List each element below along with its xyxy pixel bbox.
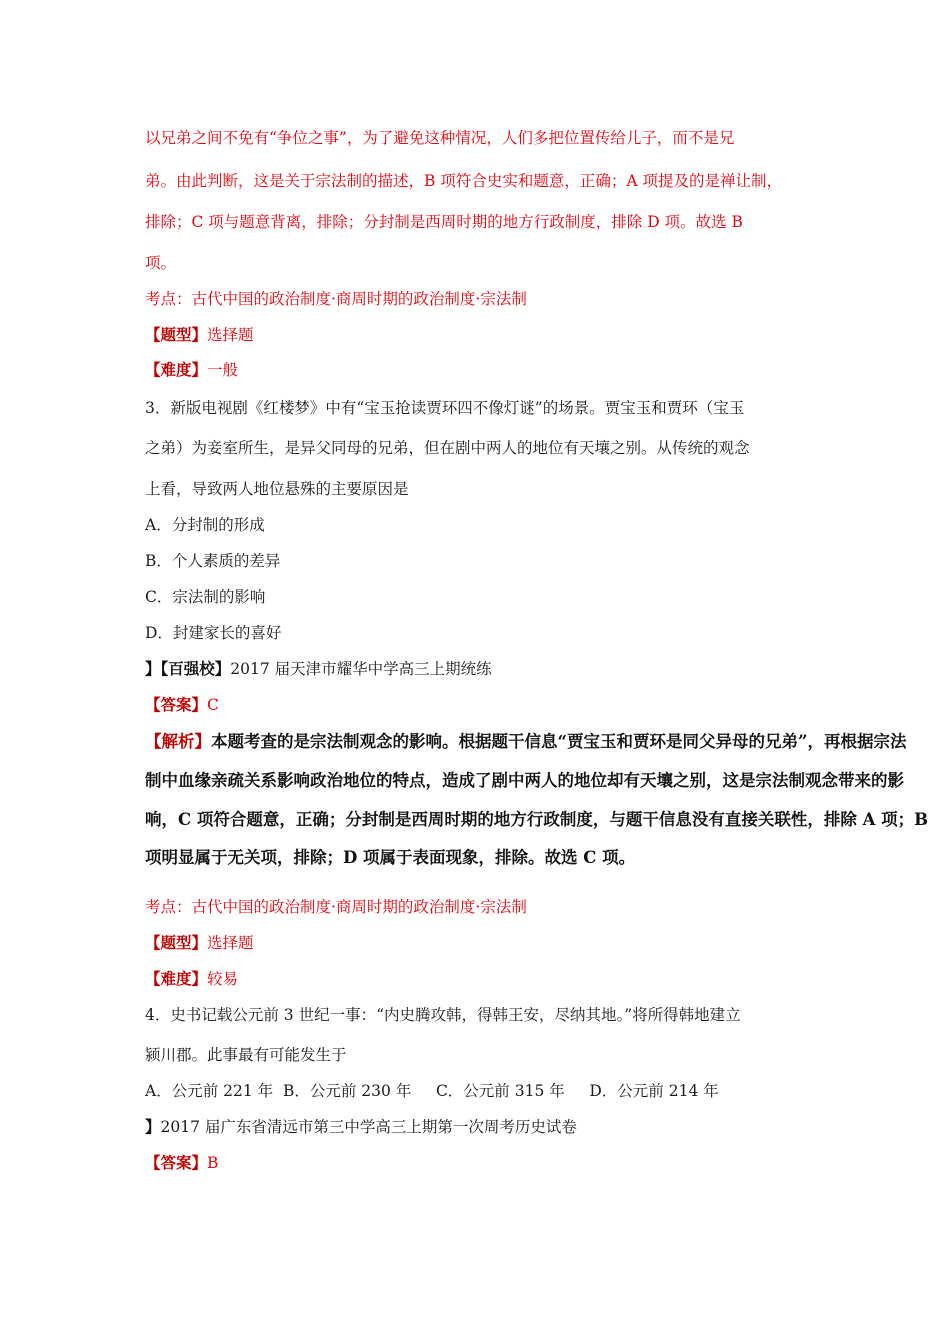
source-text: 2017 届天津市耀华中学高三上期统练 [230,660,492,678]
answer-value: B [207,1154,219,1172]
question3-option-a: A．分封制的形成 [145,516,265,534]
analysis-text-1: 本题考查的是宗法制观念的影响。根据题干信息“贾宝玉和贾环是同父异母的兄弟”，再根据宗法 [211,732,907,751]
question3-answer [145,693,219,715]
question3-analysis-line-1 [145,728,906,752]
type-value: 选择题 [207,934,254,952]
explanation-q2-line-2: 弟。由此判断，这是关于宗法制的描述，B 项符合史实和题意，正确；A 项提及的是禅让制， [145,172,782,190]
question4-source [145,1115,577,1137]
source-text: 2017 届广东省清远市第三中学高三上期第一次周考历史试卷 [160,1118,577,1136]
explanation-q2-line-1: 以兄弟之间不免有“争位之事”，为了避免这种情况，人们多把位置传给儿子，而不是兄 [145,129,735,147]
type-label: 【题型】 [145,933,208,952]
question3-stem-line-2: 之弟）为妾室所生，是异父同母的兄弟，但在剧中两人的地位有天壤之别。从传统的观念 [145,439,750,457]
explanation-q2-line-4: 项。 [145,254,177,272]
difficulty-value: 较易 [207,970,239,988]
question3-analysis-line-3: 响，C 项符合题意，正确；分封制是西周时期的地方行政制度，与题干信息没有直接关联性，排除 A 项；B [145,810,929,829]
answer-label: 【答案】 [145,695,208,714]
question4-options: A．公元前 221 年 B．公元前 230 年 C．公元前 315 年 D．公元前 214 年 [145,1082,719,1100]
question4-stem-line-2: 颍川郡。此事最有可能发生于 [145,1046,347,1064]
source-bracket: 】 [145,1117,161,1136]
question-type-q2 [145,323,254,345]
question3-source [145,657,492,679]
answer-value: C [207,696,219,714]
kaodian-q3: 考点：古代中国的政治制度·商周时期的政治制度·宗法制 [145,898,527,916]
analysis-label: 【解析】 [145,732,211,751]
question3-option-b: B．个人素质的差异 [145,552,281,570]
question3-option-d: D．封建家长的喜好 [145,624,282,642]
answer-label: 【答案】 [145,1153,208,1172]
question3-stem-line-1: 3．新版电视剧《红楼梦》中有“宝玉抢读贾环四不像灯谜”的场景。贾宝玉和贾环（宝玉 [145,399,745,417]
difficulty-q2 [145,358,238,380]
source-bracket: 】【百强校】 [145,659,231,678]
question3-analysis-line-2: 制中血缘亲疏关系影响政治地位的特点，造成了剧中两人的地位却有天壤之别，这是宗法制观念带来的影 [145,771,904,790]
difficulty-value: 一般 [207,361,239,379]
explanation-q2-line-3: 排除；C 项与题意背离，排除；分封制是西周时期的地方行政制度，排除 D 项。故选 B [145,213,743,231]
question4-answer [145,1151,218,1173]
question3-analysis-line-4: 项明显属于无关项，排除；D 项属于表面现象，排除。故选 C 项。 [145,848,636,867]
difficulty-label: 【难度】 [145,969,208,988]
kaodian-q2: 考点：古代中国的政治制度·商周时期的政治制度·宗法制 [145,290,527,308]
question3-stem-line-3: 上看，导致两人地位悬殊的主要原因是 [145,480,409,498]
difficulty-label: 【难度】 [145,360,208,379]
difficulty-q3 [145,967,238,989]
question4-stem-line-1: 4．史书记载公元前 3 世纪一事：“内史腾攻韩，得韩王安，尽纳其地。”将所得韩地建立 [145,1006,741,1024]
type-label: 【题型】 [145,325,208,344]
question-type-q3 [145,931,254,953]
type-value: 选择题 [207,326,254,344]
question3-option-c: C．宗法制的影响 [145,588,266,606]
